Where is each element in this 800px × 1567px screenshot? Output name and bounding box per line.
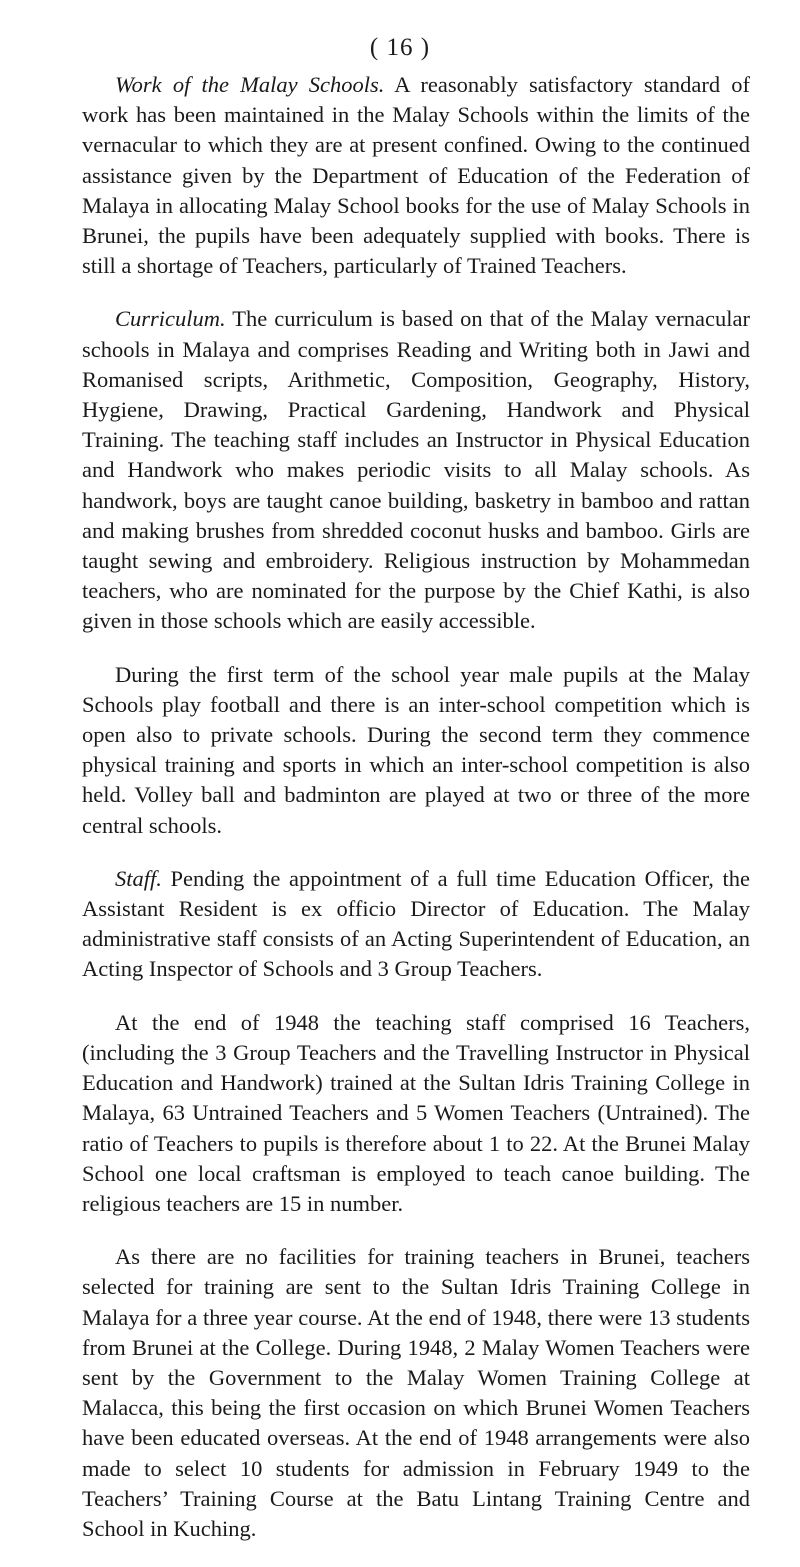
paragraph-curriculum [82,304,750,636]
paragraph-heading: Work of the Malay Schools. [115,72,385,97]
paragraph-text: A reasonably satisfactory standard of work has been maintained in the Malay Schools within the limits of the vernacular to which they are at present confined. Owing to the continued assistance given by the Department of Education of the Federation of Malaya in allocating Malay School books for the use of Malay Schools in Brunei, the pupils have been adequately supplied with books. There is still a shortage of Teachers, particularly of Trained Teachers. [82,72,750,279]
paragraph-text: At the end of 1948 the teaching staff comprised 16 Teachers, (including the 3 Group Teachers and the Travelling Instructor in Physical Education and Handwork) trained at the Sultan Idris Training College in Malaya, 63 Untrained Teachers and 5 Women Teachers (Untrained). The ratio of Teachers to pupils is therefore about 1 to 22. At the Brunei Malay School one local craftsman is employed to teach canoe building. The religious teachers are 15 in number. [82,1009,750,1216]
paragraph-teaching-staff [82,1008,750,1219]
paragraph-text: As there are no facilities for training teachers in Brunei, teachers selected for training are sent to the Sultan Idris Training College in Malaya for a three year course. At the end of 1948, there were 13 students from Brunei at the College. During 1948, 2 Malay Women Teachers were sent by the Government to the Malay Women Training College at Malacca, this being the first occasion on which Brunei Women Teachers have been educated overseas. At the end of 1948 arrangements were also made to select 10 students for admission in February 1949 to the Teachers’ Training Course at the Batu Lintang Training Centre and School in Kuching. [82,1244,750,1541]
paragraph-teacher-training [82,1242,750,1544]
paragraph-work-of-malay-schools [82,70,750,281]
paragraph-text: During the first term of the school year male pupils at the Malay Schools play football and there is an inter-school competition which is open also to private schools. During the second term they commence physical training and sports in which an inter-school competition is also held. Volley ball and badminton are played at two or three of the more central schools. [82,661,750,838]
page-number: ( 16 ) [369,34,431,61]
paragraph-text: Pending the appointment of a full time Education Officer, the Assistant Resident is ex officio Director of Education. The Malay administrative staff consists of an Acting Superintendent of Education, an Acting Inspector of Schools and 3 Group Teachers. [82,865,750,982]
paragraph-text: The curriculum is based on that of the Malay vernacular schools in Malaya and comprises Reading and Writing both in Jawi and Romanised scripts, Arithmetic, Composition, Geography, History, Hygiene, Drawing, Practical Gardening, Handwork and Physical Training. The teaching staff includes an Instructor in Physical Education and Handwork who makes periodic visits to all Malay schools. As handwork, boys are taught canoe building, basketry in bamboo and rattan and making brushes from shredded coconut husks and bamboo. Girls are taught sewing and embroidery. Religious instruction by Mohammedan teachers, who are nominated for the purpose by the Chief Kathi, is also given in those schools which are easily accessible. [82,306,750,634]
paragraph-heading: Curriculum. [115,306,226,332]
paragraph-heading: Staff. [115,865,162,891]
paragraph-staff [82,864,750,985]
paragraph-sports [82,660,750,841]
body-text [82,70,750,1567]
